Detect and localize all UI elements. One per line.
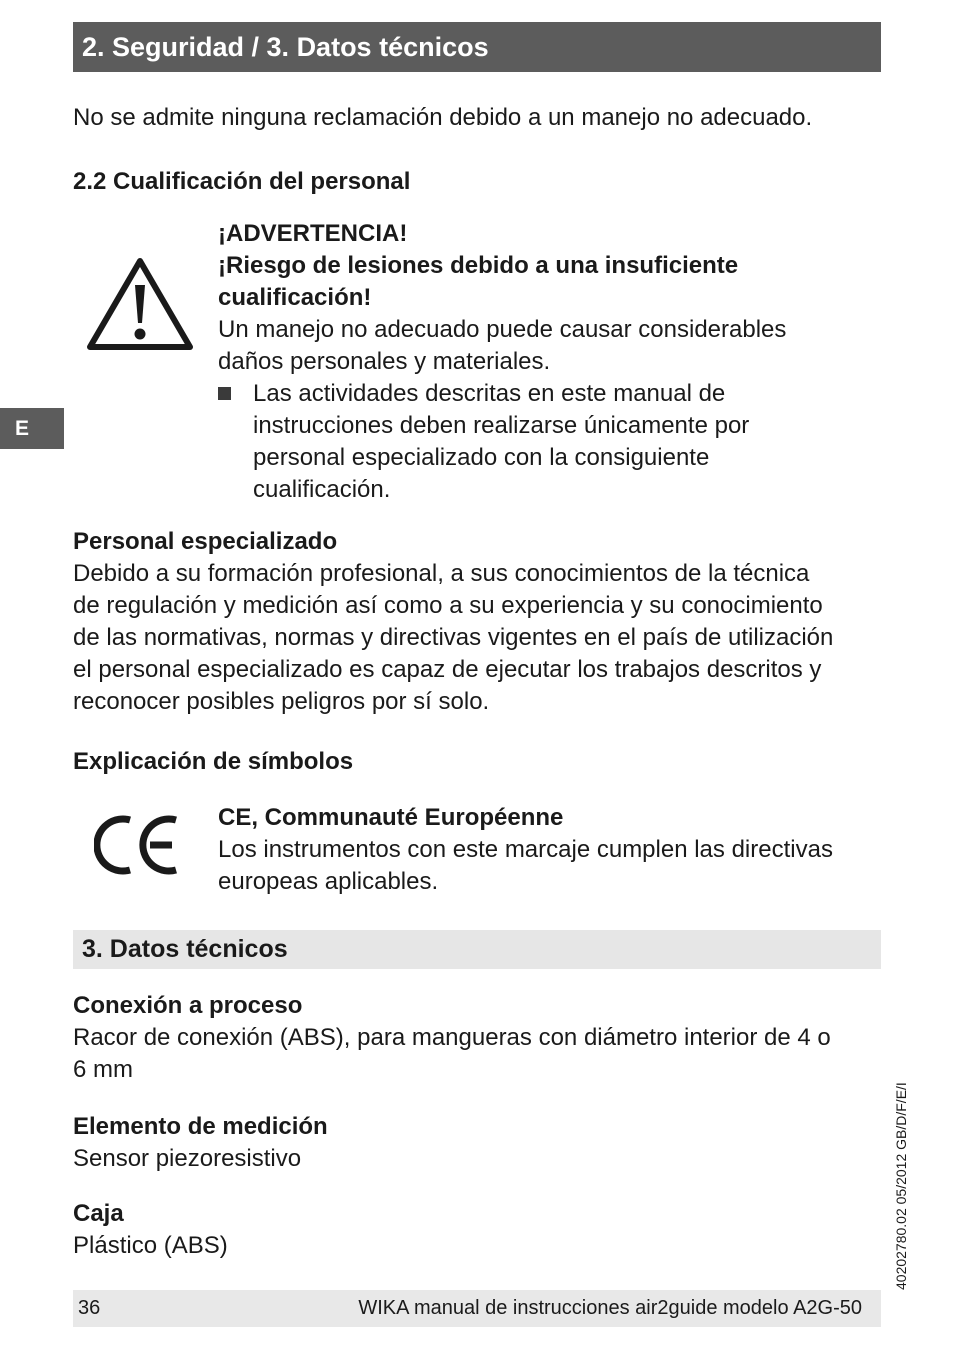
spec-label: Elemento de medición (73, 1113, 328, 1140)
bullet-line: personal especializado con la consiguiente (253, 444, 710, 471)
warning-label: ¡ADVERTENCIA! (218, 220, 408, 247)
spec-measuring-element (73, 1111, 883, 1175)
warning-triangle-icon (86, 255, 194, 353)
warning-title-line: ¡Riesgo de lesiones debido a una insuficiente (218, 252, 739, 279)
ce-line: Los instrumentos con este marcaje cumplen las directivas (218, 836, 833, 863)
ce-title: CE, Communauté Européenne (218, 804, 564, 831)
ce-description (218, 802, 878, 898)
page-header (73, 22, 881, 72)
spec-label: Conexión a proceso (73, 992, 303, 1019)
spec-value: Sensor piezoresistivo (73, 1145, 302, 1172)
spec-case (73, 1198, 883, 1262)
intro-text: No se admite ninguna reclamación debido a un manejo no adecuado. (73, 104, 813, 131)
personal-heading: Personal especializado (73, 528, 338, 555)
symbols-heading: Explicación de símbolos (73, 748, 354, 775)
section-header-technical (73, 930, 881, 969)
footer-title: WIKA manual de instrucciones air2guide modelo A2G-50 (358, 1297, 862, 1319)
personal-line: reconocer posibles peligros por sí solo. (73, 688, 490, 715)
section-heading-qualification: 2.2 Cualificación del personal (73, 168, 411, 195)
bullet-line: cualificación. (253, 476, 391, 503)
warning-body-line: daños personales y materiales. (218, 348, 551, 375)
warning-title-line: cualificación! (218, 284, 372, 311)
spec-label: Caja (73, 1200, 124, 1227)
page-footer (73, 1290, 881, 1327)
bullet-line: Las actividades descritas en este manual de (253, 380, 726, 407)
personal-section (73, 526, 883, 718)
warning-block (218, 218, 858, 506)
warning-body-line: Un manejo no adecuado puede causar considerables (218, 316, 787, 343)
personal-line: el personal especializado es capaz de ejecutar los trabajos descritos y (73, 656, 822, 683)
ce-line: europeas aplicables. (218, 868, 439, 895)
bullet-line: instrucciones deben realizarse únicamente por (253, 412, 750, 439)
document-code: 40202780.02 05/2012 GB/D/F/E/I (893, 1082, 909, 1290)
ce-mark-icon (94, 812, 180, 878)
spec-value: Plástico (ABS) (73, 1232, 228, 1259)
bullet-square-icon (218, 387, 231, 400)
personal-line: de regulación y medición así como a su experiencia y su conocimiento (73, 592, 823, 619)
spec-value: Racor de conexión (ABS), para mangueras con diámetro interior de 4 o (73, 1024, 831, 1051)
language-tab (0, 408, 64, 449)
spec-value: 6 mm (73, 1056, 133, 1083)
bullet-text (253, 378, 749, 506)
page-number: 36 (78, 1297, 101, 1319)
page-title: 2. Seguridad / 3. Datos técnicos (82, 32, 489, 62)
warning-bullet (218, 378, 858, 506)
spec-process-connection (73, 990, 883, 1086)
section-title-technical: 3. Datos técnicos (82, 935, 288, 963)
personal-line: de las normativas, normas y directivas vigentes en el país de utilización (73, 624, 834, 651)
personal-line: Debido a su formación profesional, a sus conocimientos de la técnica (73, 560, 810, 587)
language-tab-label: E (15, 417, 30, 440)
